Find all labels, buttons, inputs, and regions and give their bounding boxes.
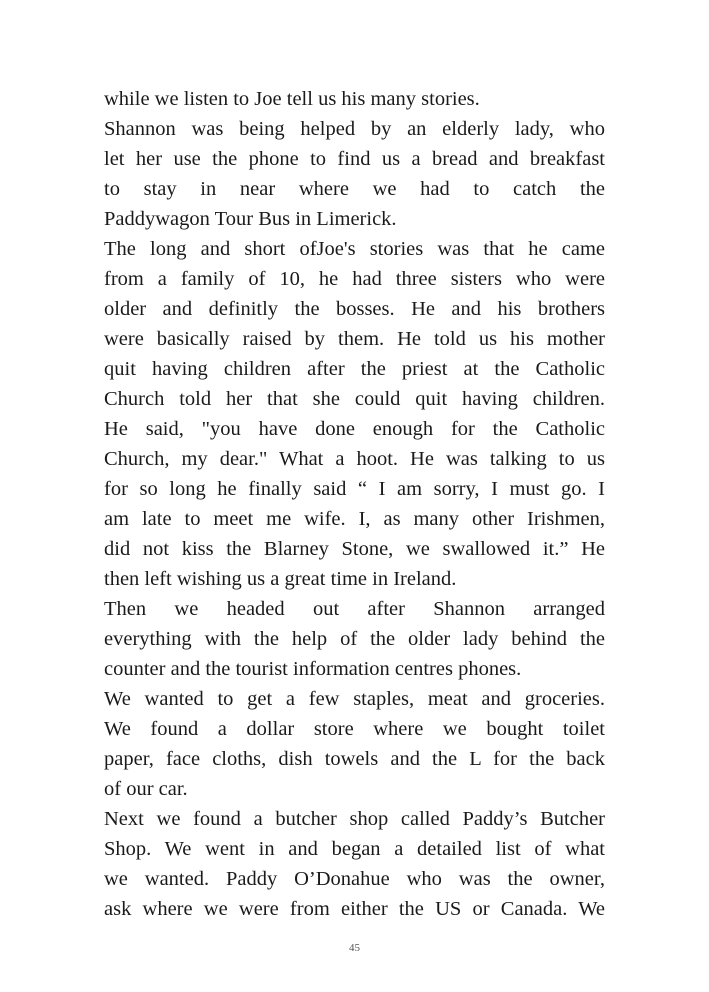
page-number: 45 (349, 942, 360, 954)
text-line: paper, face cloths, dish towels and the L for the back (104, 748, 605, 770)
text-line: from a family of 10, he had three sisters who were (104, 268, 605, 290)
text-line: we wanted. Paddy O’Donahue who was the owner, (104, 868, 605, 890)
paragraph (104, 114, 605, 234)
text-line: of our car. (104, 778, 188, 800)
text-line: older and definitly the bosses. He and his brothers (104, 298, 605, 320)
paragraph (104, 594, 605, 684)
text-line: Paddywagon Tour Bus in Limerick. (104, 208, 397, 230)
text-line: Next we found a butcher shop called Paddy’s Butcher (104, 808, 605, 830)
text-line: let her use the phone to find us a bread and breakfast (104, 148, 605, 170)
paragraph (104, 234, 605, 594)
text-line: He said, "you have done enough for the Catholic (104, 418, 605, 440)
text-line: Then we headed out after Shannon arranged (104, 598, 605, 620)
paragraph (104, 804, 605, 924)
text-line: everything with the help of the older lady behind the (104, 628, 605, 650)
text-line: then left wishing us a great time in Ireland. (104, 568, 457, 590)
text-line: Church, my dear." What a hoot. He was talking to us (104, 448, 605, 470)
text-line: Shannon was being helped by an elderly lady, who (104, 118, 605, 140)
text-line: The long and short ofJoe's stories was that he came (104, 238, 605, 260)
text-line: Shop. We went in and began a detailed list of what (104, 838, 605, 860)
text-line: to stay in near where we had to catch the (104, 178, 605, 200)
text-line: quit having children after the priest at the Catholic (104, 358, 605, 380)
text-line: ask where we were from either the US or Canada. We (104, 898, 605, 920)
text-line: We found a dollar store where we bought toilet (104, 718, 605, 740)
paragraph (104, 84, 605, 114)
paragraph (104, 684, 605, 804)
body-text (104, 84, 605, 924)
text-line: Church told her that she could quit having children. (104, 388, 605, 410)
text-line: were basically raised by them. He told us his mother (104, 328, 605, 350)
text-line: am late to meet me wife. I, as many other Irishmen, (104, 508, 605, 530)
text-line: counter and the tourist information centres phones. (104, 658, 522, 680)
text-line: for so long he finally said “ I am sorry, I must go. I (104, 478, 605, 500)
text-line: We wanted to get a few staples, meat and groceries. (104, 688, 605, 710)
text-line: did not kiss the Blarney Stone, we swallowed it.” He (104, 538, 605, 560)
text-line: while we listen to Joe tell us his many stories. (104, 88, 480, 110)
